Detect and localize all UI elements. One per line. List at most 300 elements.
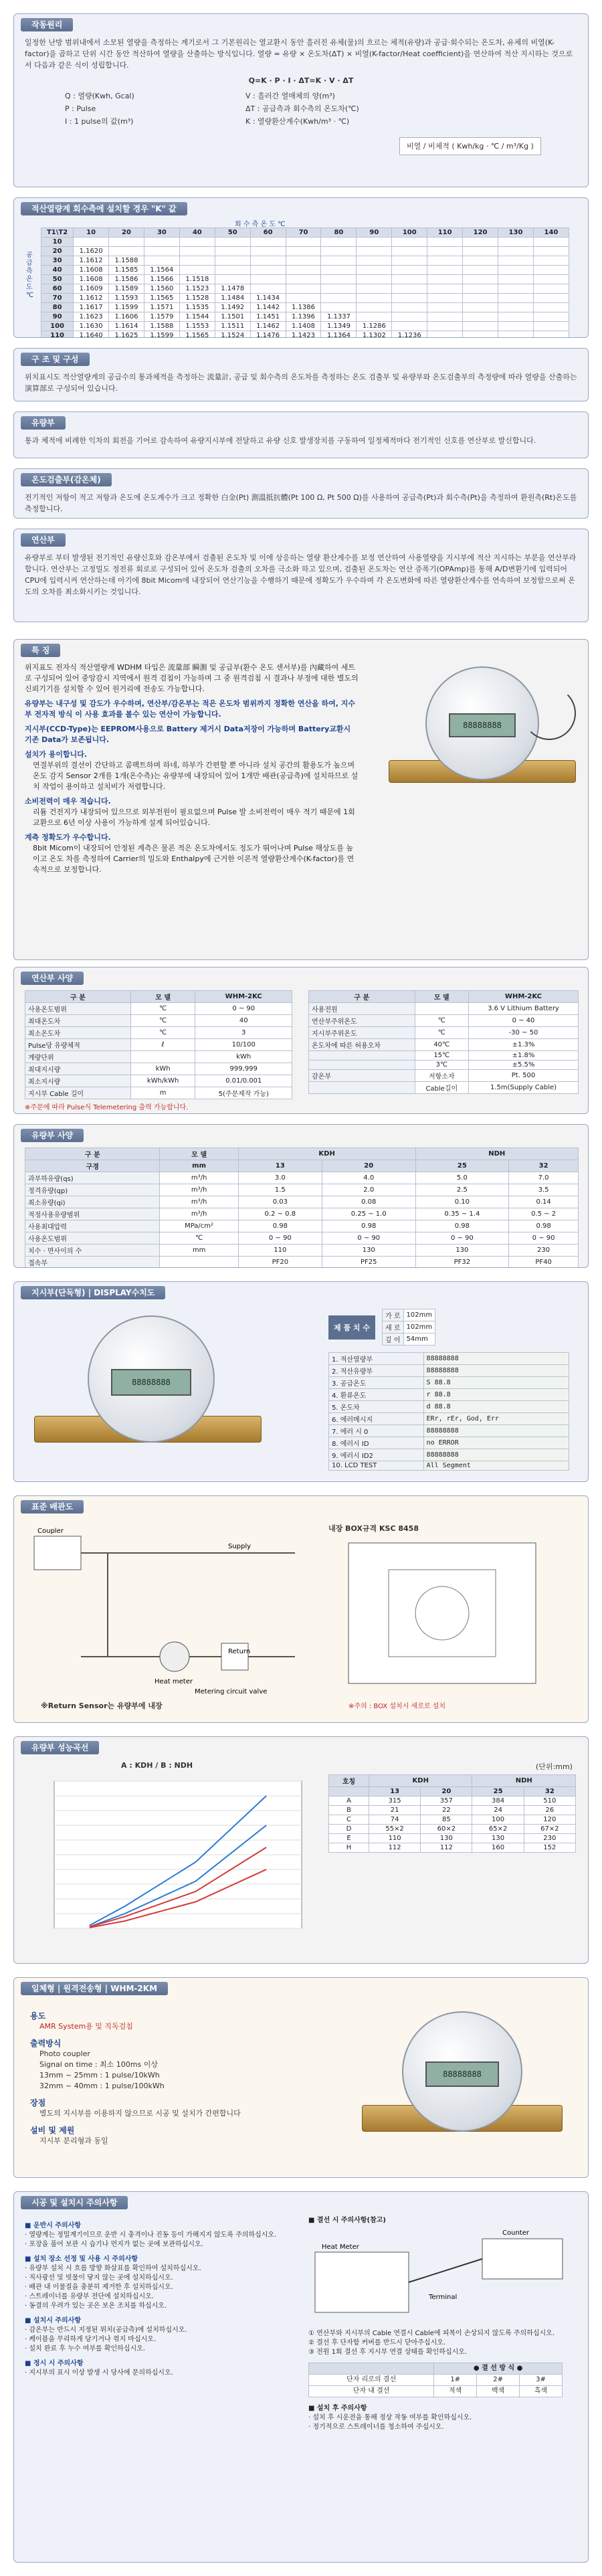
flow-spec-cell: PF32 (415, 1257, 509, 1269)
feature-text: 8bit Micom이 내장되어 안정된 계측은 물론 적은 온도차에서도 정도가 뛰어나며 Pulse 해상도를 높이고 온도 차를 측정하여 Carrier의 밀도와 Enthalpy에 근거한 이론적 열량환산계수(K-factor)를 연속적으로 보정합니다. (33, 844, 355, 874)
k-cell (250, 256, 286, 266)
k-cell (357, 284, 392, 294)
installation-right (308, 2216, 579, 2432)
flow-spec-cell: 3.0 (238, 1172, 322, 1184)
left-spec-cell: 최소지시량 (25, 1075, 131, 1087)
display-item-label: 10. LCD TEST (329, 1461, 424, 1471)
display-item-label: 5. 온도차 (329, 1401, 424, 1413)
perf-head-kdh: KDH (369, 1775, 472, 1787)
k-cell (498, 238, 534, 247)
section-temp-sensor (13, 468, 589, 519)
integ-meter-lcd: 88888888 (425, 2061, 499, 2087)
heat-meter-box (315, 2252, 409, 2312)
section-temp-title: 온도검출부(감온체) (21, 473, 112, 486)
left-spec-cell: 5(주문제작 가능) (195, 1087, 292, 1099)
piping-label-coupler: Coupler (37, 1528, 64, 1535)
def-p: P : Pulse (65, 104, 96, 113)
left-spec-cell: 3 (195, 1027, 292, 1039)
integrated-heading: 용도 (30, 2011, 46, 2021)
k-cell: 1.1408 (286, 322, 321, 331)
k-row (41, 275, 569, 284)
formula-definitions (65, 90, 413, 127)
k-row-label: 70 (41, 294, 74, 303)
feature-heading: 계측 정확도가 우수합니다. (25, 833, 111, 842)
perf-row (329, 1843, 576, 1853)
k-cell (215, 275, 250, 284)
meter-lcd: 88888888 (449, 713, 516, 737)
left-head-0: 구 분 (25, 991, 131, 1003)
right-spec-row (309, 1039, 579, 1051)
k-cell (286, 275, 321, 284)
perf-cell: 22 (421, 1806, 472, 1815)
k-cell: 1.1623 (74, 312, 109, 322)
install-heading: ■ 설치시 주의사항 (25, 2317, 82, 2324)
section-features (13, 639, 589, 960)
structure-text: 위치표시도 적산열량계의 공급수의 통과체적을 측정하는 流量計, 공급 및 회수측의 온도차를 측정하는 온도 검출부 및 유량부와 온도검출부의 측정량에 따라 열량을 산출하는 演算部로 구성되어 있습니다. (25, 373, 577, 393)
k-cell (427, 303, 463, 312)
k-row (41, 284, 569, 294)
k-col-header: 80 (321, 228, 357, 238)
k-cell (286, 266, 321, 275)
k-cell (533, 331, 569, 339)
k-cell (463, 266, 498, 275)
k-cell: 1.1524 (215, 331, 250, 339)
wiring-head-1: ● 결 선 방 식 ● (434, 2363, 563, 2375)
coupler-box (34, 1536, 81, 1570)
flow-head2-cell: 25 (415, 1160, 509, 1172)
k-row (41, 322, 569, 331)
k-cell: 1.1544 (179, 312, 215, 322)
perf-cell: 65×2 (472, 1825, 524, 1834)
left-spec-row (25, 1027, 292, 1039)
k-cell (498, 275, 534, 284)
install-text: · 유량부 설치 시 흐름 방향 화살표를 확인하여 설치하십시오. · 직사광선 및 빗물이 닿지 않는 곳에 설치하십시오. · 배관 내 이물질을 충분히 제거한 후 설치하십시오. · 스트레이너를 유량부 전단에 설치하십시오. · 동결의 우려가 있는 곳은 보온 조치를 하십시오. (25, 2265, 201, 2310)
k-cell (498, 322, 534, 331)
flow-head-gubun: 구 분 (25, 1148, 160, 1160)
left-spec-cell: Pulse당 유량체적 (25, 1039, 131, 1051)
k-cell: 1.1523 (179, 284, 215, 294)
right-head-0: 구 분 (309, 991, 415, 1003)
left-spec-cell: kWh/kWh (130, 1075, 195, 1087)
wiring-cell: 백색 (477, 2386, 520, 2397)
k-col-header: 140 (533, 228, 569, 238)
dims-val: 54mm (403, 1333, 435, 1346)
k-cell (357, 294, 392, 303)
flow-spec-cell: 과부하유량(qs) (25, 1172, 160, 1184)
flow-spec-cell: 230 (509, 1245, 579, 1257)
principle-formula: Q=K · P · I · ΔT=K · V · ΔT (248, 76, 354, 85)
k-cell: 1.1451 (250, 312, 286, 322)
perf-row (329, 1834, 576, 1843)
counter-box (482, 2239, 563, 2279)
k-cell: 1.1364 (321, 331, 357, 339)
k-cell (215, 266, 250, 275)
wiring-diagram (308, 2225, 576, 2326)
flow-spec-cell: 0.03 (238, 1196, 322, 1208)
perf-row (329, 1797, 576, 1806)
box-spec-title (328, 1523, 419, 1534)
k-col-header: 110 (427, 228, 463, 238)
k-cell (463, 256, 498, 266)
care-text: · 설치 후 시운전을 통해 정상 작동 여부를 확인하십시오. · 정기적으로 스트레이너를 청소하여 주십시오. (308, 2414, 472, 2431)
k-cell (533, 247, 569, 256)
k-cell (533, 275, 569, 284)
perf-sub: 25 (472, 1787, 524, 1797)
left-spec-cell: 999,999 (195, 1063, 292, 1075)
k-cell (498, 303, 534, 312)
chart-label: A : KDH / B : NDH (121, 1761, 193, 1770)
k-cell: 1.1386 (286, 303, 321, 312)
features-list (25, 662, 359, 875)
k-cell (463, 294, 498, 303)
k-row (41, 303, 569, 312)
feature-heading: 지시부(CCD-Type)는 EEPROM사용으로 Battery 제거시 Data저장이 가능하며 Battery교환시 기존 Data가 보존됩니다. (25, 725, 351, 744)
kfactor-left: 비열 (407, 142, 421, 151)
integrated-text: 별도의 지시부를 이용하지 않으므로 시공 및 설치가 간편합니다 (39, 2109, 241, 2118)
temp-text: 전기적인 저항이 적고 저항과 온도에 온도계수가 크고 정확한 白金(Pt) 測溫抵抗體(Pt 100 Ω, Pt 500 Ω)를 사용하여 공급측(Pt)과 회수측(Pt)을 측정하여 환원측(Rt)온도를 측정합니다. (25, 493, 577, 513)
flow-spec-cell: m³/h (160, 1196, 238, 1208)
dims-block (328, 1309, 576, 1471)
display-item-value: 88888888 (423, 1425, 569, 1437)
flow-spec-cell: PF20 (238, 1257, 322, 1269)
perf-cell: 384 (472, 1797, 524, 1806)
k-cell (533, 256, 569, 266)
k-row-label: 60 (41, 284, 74, 294)
display-item-row (329, 1401, 569, 1413)
k-cell (321, 303, 357, 312)
k-cell (215, 238, 250, 247)
perf-cell: 21 (369, 1806, 421, 1815)
piping-label-return: Return (228, 1648, 251, 1655)
display-meter-illustration (34, 1309, 262, 1469)
right-spec-cell: ℃ (415, 1027, 468, 1039)
section-flow-title: 유량부 (21, 416, 66, 430)
wiring-cell: 적색 (434, 2386, 477, 2397)
right-spec-cell: 1.5m(Supply Cable) (468, 1082, 578, 1094)
k-cell (463, 284, 498, 294)
flow-spec-cell: 사용온도범위 (25, 1232, 160, 1245)
display-items-table (328, 1352, 569, 1471)
k-row (41, 238, 569, 247)
k-cell (427, 275, 463, 284)
k-cell (533, 294, 569, 303)
piping-caption: ※Return Sensor는 유량부에 내장 (41, 1701, 163, 1710)
k-row (41, 331, 569, 339)
section-calc-spec-title: 연산부 사양 (21, 972, 84, 985)
k-cell (463, 238, 498, 247)
left-spec-cell: kWh (195, 1051, 292, 1063)
k-cell (427, 247, 463, 256)
k-row-label: 50 (41, 275, 74, 284)
flow-spec-cell: 1.5 (238, 1184, 322, 1196)
left-spec-cell: 사용온도범위 (25, 1003, 131, 1015)
k-col-header: 30 (144, 228, 179, 238)
k-cell: 1.1571 (144, 303, 179, 312)
box-outline (348, 1543, 536, 1683)
flow-spec-cell: 0.25 ~ 1.0 (322, 1208, 415, 1220)
perf-cell: 315 (369, 1797, 421, 1806)
k-cell (357, 312, 392, 322)
k-cell (463, 247, 498, 256)
k-cell (215, 256, 250, 266)
flow-spec-row (25, 1184, 579, 1196)
display-item-row (329, 1389, 569, 1401)
flow-spec-cell: 0 ~ 90 (322, 1232, 415, 1245)
k-cell (321, 275, 357, 284)
valve-symbol (221, 1643, 251, 1670)
perf-sub (329, 1787, 369, 1797)
k-col-header: 10 (74, 228, 109, 238)
left-spec-cell: 최소온도차 (25, 1027, 131, 1039)
k-cell: 1.1337 (321, 312, 357, 322)
display-item-label: 1. 적산열량부 (329, 1353, 424, 1365)
k-cell: 1.1599 (144, 331, 179, 339)
left-spec-row (25, 1003, 292, 1015)
flow-spec-row (25, 1196, 579, 1208)
flow-text: 통과 체적에 비례한 익차의 회전을 기어로 감속하여 유량지시부에 전달하고 유량 신호 발생장치를 구동하여 일정체적마다 전기적인 신호를 연산부로 발신합니다. (25, 436, 536, 445)
integrated-heading: 장점 (30, 2098, 46, 2108)
display-item-value: All Segment (423, 1461, 569, 1471)
k-corner: T1\T2 (41, 228, 74, 238)
flow-spec-cell: 2.5 (415, 1184, 509, 1196)
display-item-row (329, 1449, 569, 1461)
perf-cell: 160 (472, 1843, 524, 1853)
section-flow-spec-title: 유량부 사양 (21, 1129, 84, 1142)
k-cell (109, 238, 144, 247)
k-cell (250, 275, 286, 284)
flow-spec-cell: 0 ~ 90 (238, 1232, 322, 1245)
right-head-2: WHM-2KC (468, 991, 578, 1003)
k-cell (463, 312, 498, 322)
k-cell (357, 247, 392, 256)
box-spec-label: 내장 BOX규격 (328, 1524, 377, 1533)
flow-spec-cell: PF40 (509, 1257, 579, 1269)
k-cell (250, 266, 286, 275)
k-cell (392, 275, 427, 284)
right-spec-cell (309, 1061, 415, 1070)
flow-spec-cell: 치수 · 면사이의 수 (25, 1245, 160, 1257)
flow-spec-cell: 2.0 (322, 1184, 415, 1196)
k-cell (463, 303, 498, 312)
flow-spec-cell: 110 (238, 1245, 322, 1257)
perf-cell: H (329, 1843, 369, 1853)
heat-meter-symbol (160, 1642, 189, 1671)
k-cell (321, 294, 357, 303)
piping-label-supply: Supply (228, 1543, 252, 1550)
k-cell: 1.1528 (179, 294, 215, 303)
display-item-row (329, 1425, 569, 1437)
integrated-heading: 출력방식 (30, 2039, 62, 2048)
left-spec-cell: 최대온도차 (25, 1015, 131, 1027)
kfactor-mid: 비체적 (427, 142, 449, 151)
dims-key: 깊 이 (383, 1333, 404, 1346)
feature-text: 연결부위의 결선이 간단하고 콤팩트하며 하네, 하부가 간편할 뿐 아니라 설치 공간의 활용도가 높으며 온도 감지 Sensor 2개를 1개(온수측)는 유량부에 내장되어 있어 1개만 배관(공급측)에 설치하므로 설치 작업이 용이하고 설치비가 저렴합니다. (33, 761, 359, 791)
k-cell (427, 294, 463, 303)
k-cell (392, 284, 427, 294)
dims-unit: (단위:mm) (536, 1762, 573, 1771)
k-cell (392, 238, 427, 247)
k-cell (144, 247, 179, 256)
flow-spec-row (25, 1220, 579, 1232)
k-row (41, 266, 569, 275)
k-row-head: 공급측 온도 ℃ (26, 252, 34, 299)
display-item-label: 7. 에러 시 0 (329, 1425, 424, 1437)
k-cell (321, 247, 357, 256)
k-cell (392, 266, 427, 275)
k-cell (286, 284, 321, 294)
k-cell (286, 247, 321, 256)
k-cell (357, 275, 392, 284)
k-cell: 1.1286 (357, 322, 392, 331)
k-col-header: 90 (357, 228, 392, 238)
k-cell (74, 238, 109, 247)
perf-cell: D (329, 1825, 369, 1834)
k-cell (144, 256, 179, 266)
k-row (41, 256, 569, 266)
k-cell (392, 303, 427, 312)
perf-sub-row (329, 1787, 576, 1797)
display-item-row (329, 1461, 569, 1471)
perf-cell: 357 (421, 1797, 472, 1806)
display-item-row (329, 1437, 569, 1449)
k-col-header: 40 (179, 228, 215, 238)
flow-spec-cell: 0.14 (509, 1196, 579, 1208)
k-cell (144, 238, 179, 247)
k-cell: 1.1511 (215, 322, 250, 331)
k-cell (463, 331, 498, 339)
k-cell: 1.1589 (109, 284, 144, 294)
perf-cell: 510 (524, 1797, 575, 1806)
wiring-table (308, 2363, 563, 2397)
flow-spec-cell: MPa/cm² (160, 1220, 238, 1232)
display-item-value: 88888888 (423, 1365, 569, 1377)
left-spec-cell: 계량단위 (25, 1051, 131, 1063)
left-spec-row (25, 1051, 292, 1063)
section-structure (13, 348, 589, 401)
right-spec-row (309, 1051, 579, 1061)
right-spec-cell: 지시부주위온도 (309, 1027, 415, 1039)
wiring-row (309, 2375, 563, 2386)
k-cell: 1.1396 (286, 312, 321, 322)
right-spec-cell: 0 ~ 40 (468, 1015, 578, 1027)
display-item-value: r 88.8 (423, 1389, 569, 1401)
piping-label-heat-meter: Heat meter (155, 1678, 193, 1685)
section-k-table (13, 197, 589, 338)
k-row-label: 20 (41, 247, 74, 256)
k-cell: 1.1617 (74, 303, 109, 312)
left-spec-row (25, 1015, 292, 1027)
k-cell (533, 266, 569, 275)
display-item-label: 6. 에러메시지 (329, 1413, 424, 1425)
k-cell: 1.1606 (109, 312, 144, 322)
section-calc-title: 연산부 (21, 533, 66, 547)
section-performance (13, 1736, 589, 1964)
box-spec-model: KSC 8458 (379, 1524, 419, 1533)
k-cell (250, 247, 286, 256)
wiring-head-row (309, 2363, 563, 2375)
k-cell (533, 303, 569, 312)
k-cell: 1.1236 (392, 331, 427, 339)
perf-cell: 55×2 (369, 1825, 421, 1834)
left-spec-cell: 40 (195, 1015, 292, 1027)
display-item-value: 88888888 (423, 1449, 569, 1461)
k-cell: 1.1535 (179, 303, 215, 312)
dims-label: 제 품 치 수 (328, 1315, 375, 1340)
k-cell (463, 275, 498, 284)
k-cell: 1.1586 (109, 275, 144, 284)
k-cell: 1.1302 (357, 331, 392, 339)
flow-spec-row (25, 1232, 579, 1245)
flow-spec-cell: ℃ (160, 1232, 238, 1245)
k-cell: 1.1349 (321, 322, 357, 331)
k-cell: 1.1560 (144, 284, 179, 294)
dims-row (383, 1333, 435, 1346)
k-cell: 1.1518 (179, 275, 215, 284)
k-cell (533, 284, 569, 294)
calc-spec-table-right (308, 990, 579, 1094)
k-col-header: 60 (250, 228, 286, 238)
k-cell (357, 256, 392, 266)
display-item-row (329, 1365, 569, 1377)
install-heading: ■ 운반시 주의사항 (25, 2222, 82, 2229)
perf-row (329, 1815, 576, 1825)
k-cell: 1.1434 (250, 294, 286, 303)
flow-spec-cell: 0.98 (415, 1220, 509, 1232)
piping-diagram (27, 1523, 308, 1697)
feature-text: 리튬 건전지가 내장되어 있으므로 외부전원이 필요없으며 Pulse 발 소비전력이 매우 적기 때문에 1회 교환으로 6년 이상 사용이 가능하게 설계 되어있습니다. (33, 808, 355, 827)
display-item-label: 2. 적산유량부 (329, 1365, 424, 1377)
k-cell (321, 238, 357, 247)
k-cell (179, 266, 215, 275)
k-cell (321, 284, 357, 294)
right-spec-cell: 연산부주위온도 (309, 1015, 415, 1027)
k-cell: 1.1501 (215, 312, 250, 322)
k-cell: 1.1476 (250, 331, 286, 339)
k-cell (321, 266, 357, 275)
k-cell (392, 247, 427, 256)
dims-val: 102mm (403, 1321, 435, 1333)
k-cell: 1.1565 (179, 331, 215, 339)
k-cell: 1.1588 (144, 322, 179, 331)
flow-spec-table (25, 1147, 579, 1268)
left-spec-cell (130, 1051, 195, 1063)
right-spec-cell (415, 1003, 468, 1015)
k-row-label: 90 (41, 312, 74, 322)
perf-cell: 26 (524, 1806, 575, 1815)
k-cell (357, 266, 392, 275)
k-cell (427, 266, 463, 275)
wiring-head-0 (309, 2363, 434, 2375)
wiring-label-counter: Counter (502, 2229, 529, 2237)
perf-sub: 32 (524, 1787, 575, 1797)
k-cell: 1.1565 (144, 294, 179, 303)
k-row-label: 40 (41, 266, 74, 275)
section-calc-spec (13, 967, 589, 1114)
flow-spec-row (25, 1245, 579, 1257)
k-col-header: 20 (109, 228, 144, 238)
right-spec-cell: 40℃ (415, 1039, 468, 1051)
k-cell (357, 303, 392, 312)
install-text: · 감온부는 반드시 지정된 위치(공급측)에 설치하십시오. · 케이블을 무리하게 당기거나 꺾지 마십시오. · 설치 완료 후 누수 여부를 확인하십시오. (25, 2326, 187, 2353)
flow-head2-cell: 20 (322, 1160, 415, 1172)
flow-head2-cell: 32 (509, 1160, 579, 1172)
box-drawing (335, 1536, 563, 1697)
k-cell (392, 322, 427, 331)
wire-line (409, 2259, 482, 2282)
section-performance-title: 유량부 성능곡선 (21, 1741, 99, 1754)
dims-table (382, 1309, 435, 1346)
k-cell (109, 247, 144, 256)
